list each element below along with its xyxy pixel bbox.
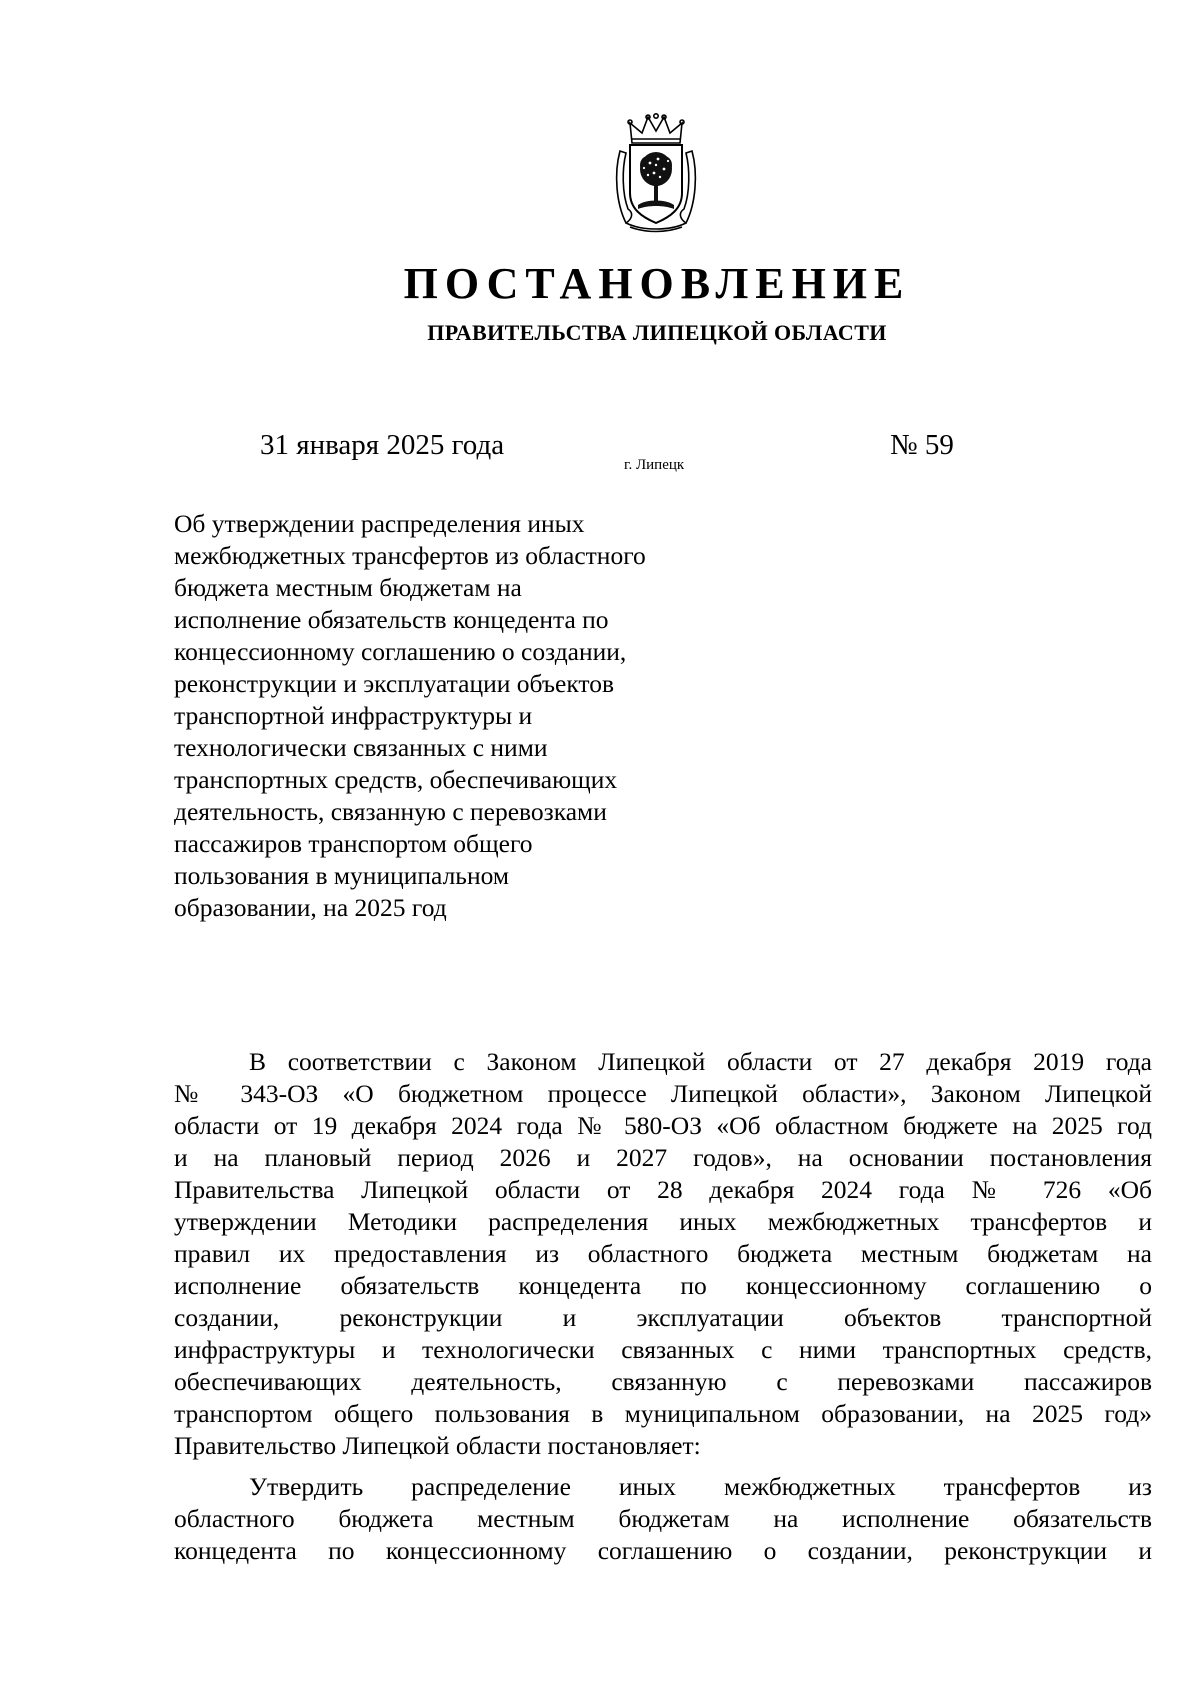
document-heading — [174, 508, 714, 924]
body-line: транспортом общего пользования в муниципальном образовании, на 2025 год» — [174, 1399, 1152, 1428]
body-line: Утвердить распределение иных межбюджетных трансфертов из — [249, 1472, 1152, 1501]
document-date: 31 января 2025 года — [260, 429, 505, 461]
body-line: В соответствии с Законом Липецкой области от 27 декабря 2019 года — [249, 1047, 1152, 1076]
body-line: концедента по концессионному соглашению о создании, реконструкции и — [174, 1536, 1152, 1565]
body-paragraph-resolution — [174, 1471, 1152, 1567]
document-city: г. Липецк — [624, 457, 685, 473]
heading-line: деятельность, связанную с перевозками — [174, 797, 607, 826]
document-subtitle: ПРАВИТЕЛЬСТВА ЛИПЕЦКОЙ ОБЛАСТИ — [427, 320, 887, 345]
heading-line: межбюджетных трансфертов из областного — [174, 541, 646, 570]
heading-line: пользования в муниципальном — [174, 861, 509, 890]
body-line: и на плановый период 2026 и 2027 годов», на основании постановления — [174, 1143, 1152, 1172]
document-title: ПОСТАНОВЛЕНИЕ — [403, 259, 911, 308]
heading-line: технологически связанных с ними — [174, 733, 548, 762]
heading-line: транспортной инфраструктуры и — [174, 701, 533, 730]
body-paragraph-preamble — [174, 1046, 1152, 1462]
heading-line: образовании, на 2025 год — [174, 893, 447, 922]
lipetsk-region-coat-of-arms-icon — [612, 113, 700, 233]
body-line: утверждении Методики распределения иных межбюджетных трансфертов и — [174, 1207, 1152, 1236]
heading-line: пассажиров транспортом общего — [174, 829, 533, 858]
body-line: инфраструктуры и технологически связанных с ними транспортных средств, — [174, 1335, 1152, 1364]
heading-line: транспортных средств, обеспечивающих — [174, 765, 618, 794]
body-line: правил их предоставления из областного бюджета местным бюджетам на — [174, 1239, 1152, 1268]
body-line: исполнение обязательств концедента по концессионному соглашению о — [174, 1271, 1152, 1300]
body-line: создании, реконструкции и эксплуатации объектов транспортной — [174, 1303, 1152, 1332]
body-line: Правительства Липецкой области от 28 декабря 2024 года № 726 «Об — [174, 1175, 1152, 1204]
heading-line: бюджета местным бюджетам на — [174, 573, 522, 602]
heading-line: исполнение обязательств концедента по — [174, 605, 609, 634]
body-line: Правительство Липецкой области постановляет: — [174, 1431, 701, 1460]
body-line: № 343-ОЗ «О бюджетном процессе Липецкой области», Законом Липецкой — [174, 1079, 1152, 1108]
heading-line: концессионному соглашению о создании, — [174, 637, 627, 666]
heading-line: Об утверждении распределения иных — [174, 509, 585, 538]
body-line: обеспечивающих деятельность, связанную с перевозками пассажиров — [174, 1367, 1152, 1396]
body-line: области от 19 декабря 2024 года № 580-ОЗ «Об областном бюджете на 2025 год — [174, 1111, 1152, 1140]
body-line: областного бюджета местным бюджетам на исполнение обязательств — [174, 1504, 1152, 1533]
document-number: № 59 — [890, 429, 954, 461]
heading-line: реконструкции и эксплуатации объектов — [174, 669, 615, 698]
document-body — [174, 1046, 1152, 1567]
